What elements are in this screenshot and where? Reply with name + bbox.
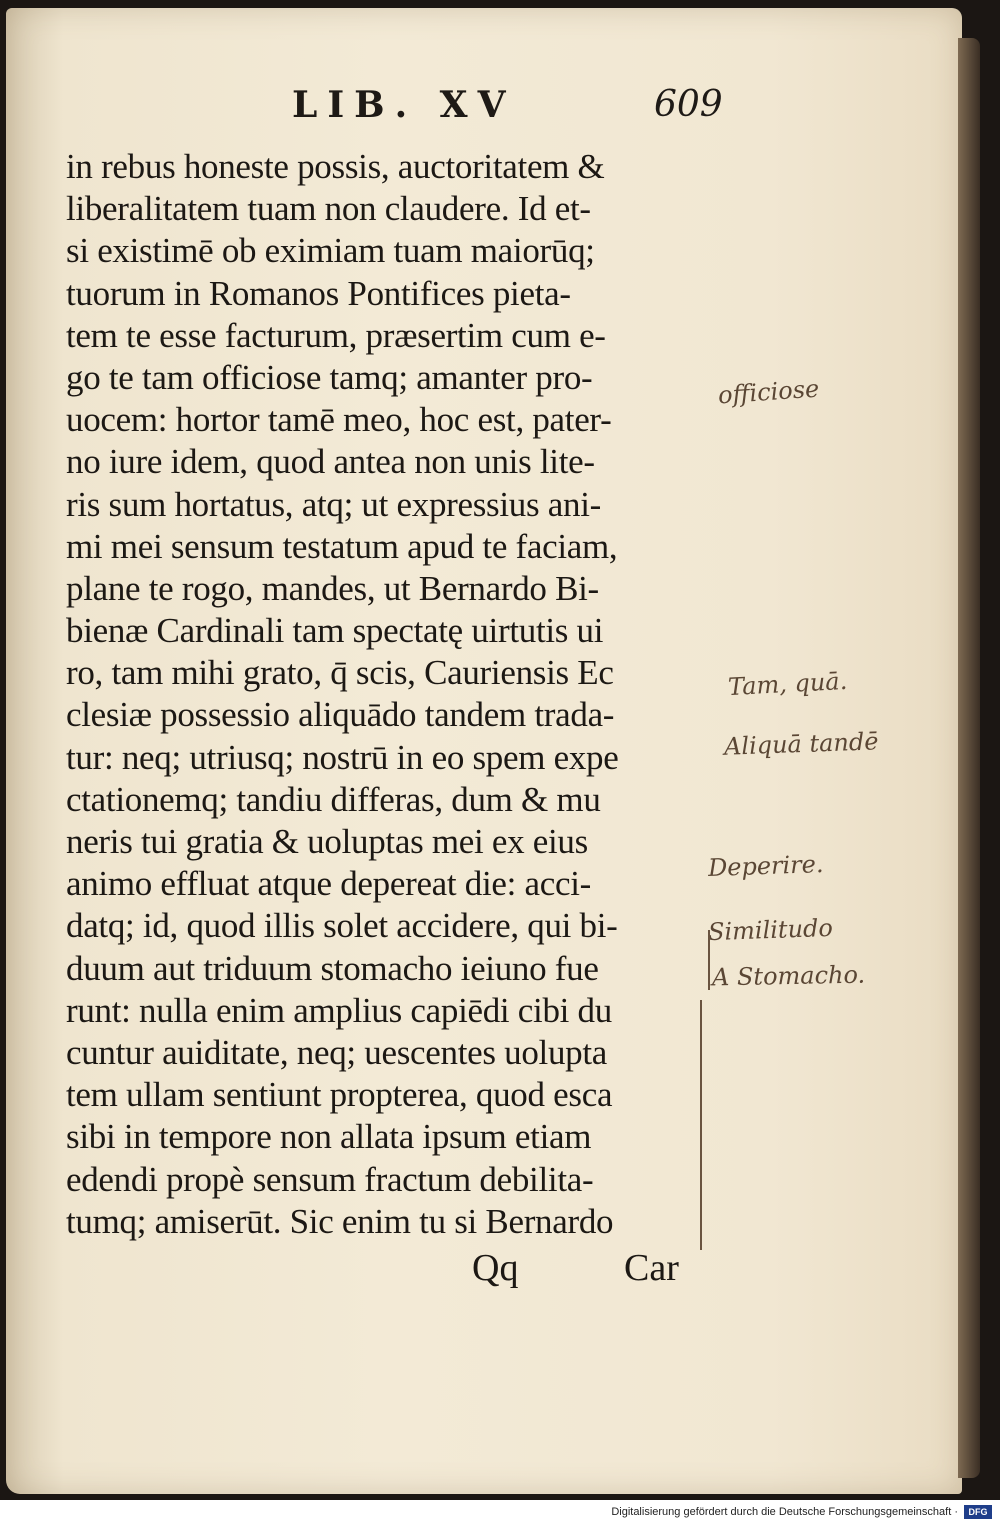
dfg-logo: DFG [964,1505,992,1519]
body-text [66,146,706,1243]
page-edge [958,38,980,1478]
text-line: go te tam officiose tamq; amanter pro- [66,357,593,397]
text-line: ris sum hortatus, atq; ut expressius ani- [66,484,601,524]
text-line: si existimē ob eximiam tuam maiorūq; [66,231,595,271]
margin-bracket [708,930,716,990]
text-line: sibi in tempore non allata ipsum etiam [66,1117,592,1157]
text-line: duum aut triduum stomacho ieiuno fue [66,948,599,988]
text-line: runt: nulla enim amplius capiēdi cibi du [66,990,612,1030]
text-line: ctationemq; tandiu differas, dum & mu [66,779,601,819]
text-line: datq; id, quod illis solet accidere, qui bi- [66,906,618,946]
text-line: mi mei sensum testatum apud te faciam, [66,526,618,566]
text-line: uocem: hortor tamē meo, hoc est, pater- [66,400,612,440]
page-number: 609 [654,84,723,125]
text-line: ro, tam mihi grato, q̄ scis, Cauriensis Ec [66,653,614,693]
text-line: tur: neq; utriusq; nostrū in eo spem expe [66,737,619,777]
text-line: tem te esse facturum, præsertim cum e- [66,315,606,355]
text-line: plane te rogo, mandes, ut Bernardo Bi- [66,568,599,608]
running-head: LIB. XV [292,84,516,126]
text-line: edendi propè sensum fractum debilita- [66,1159,594,1199]
marginal-note: Deperire. [707,849,824,883]
text-line: liberalitatem tuam non claudere. Id et- [66,189,591,229]
text-line: neris tui gratia & uoluptas mei ex eius [66,822,588,861]
margin-bracket [700,1000,710,1250]
text-line: tem ullam sentiunt propterea, quod esca [66,1075,613,1115]
text-line: cuntur auiditate, neq; uescentes uolupta [66,1032,608,1072]
text-line: no iure idem, quod antea non unis lite- [66,442,595,482]
marginal-note: A Stomacho. [711,960,866,992]
text-line: bienæ Cardinali tam spectatę uirtutis ui [66,611,604,651]
marginal-note: Similitudo [707,913,834,947]
text-line: tumq; amiserūt. Sic enim tu si Bernardo [66,1201,614,1241]
text-line: clesiæ possessio aliquādo tandem trada- [66,695,615,735]
text-line: animo effluat atque depereat die: acci- [66,864,592,904]
funding-credit: Digitalisierung gefördert durch die Deutsche Forschungsgemeinschaft · [611,1506,958,1518]
catchword: Car [624,1247,679,1289]
signature-mark: Qq [472,1247,519,1289]
marginal-note: officiose [717,374,821,410]
text-line: tuorum in Romanos Pontifices pieta- [66,273,571,313]
text-line: in rebus honeste possis, auctoritatem & [66,147,605,186]
marginal-note: Aliquā tandē [723,727,879,761]
marginal-note: Tam, quā. [727,666,848,702]
